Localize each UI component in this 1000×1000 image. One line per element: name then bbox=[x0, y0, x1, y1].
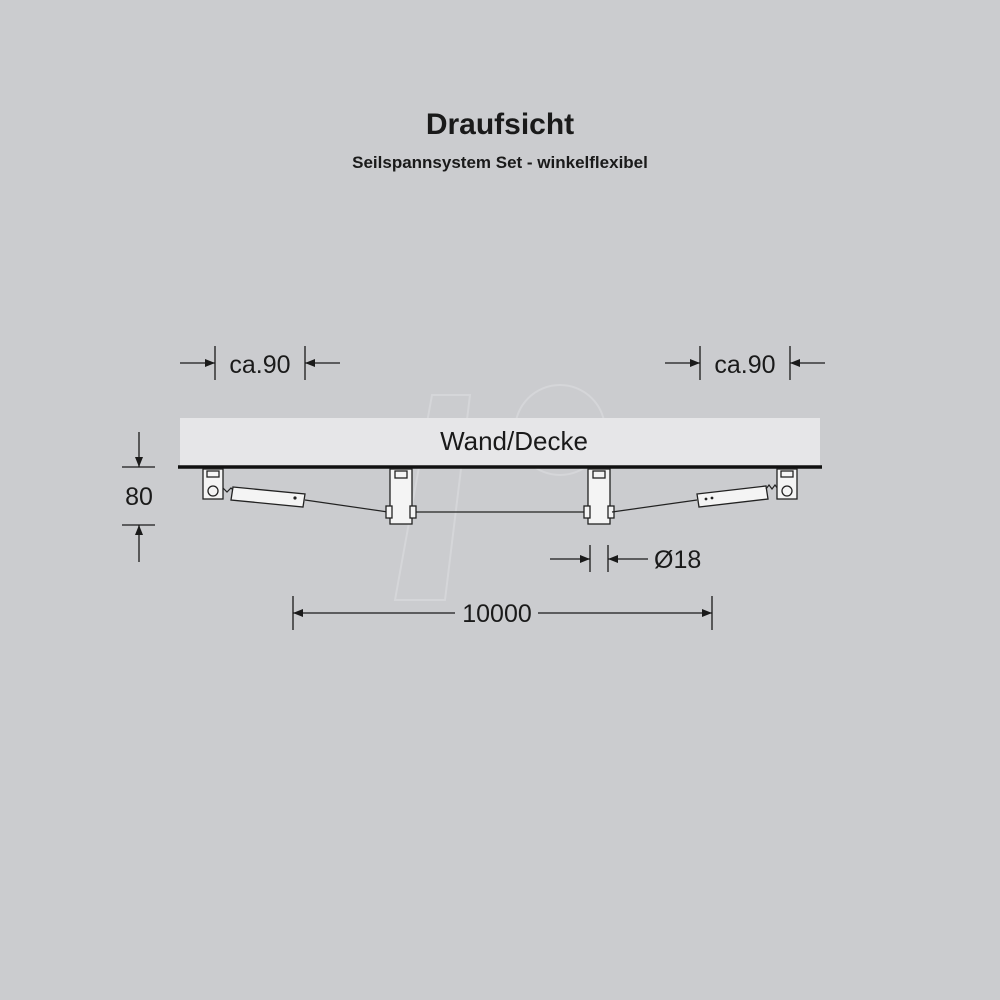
center-left-bracket bbox=[386, 469, 416, 524]
wall-label: Wand/Decke bbox=[440, 426, 588, 456]
dimension-diameter bbox=[550, 545, 701, 574]
left-offset-label: ca.90 bbox=[229, 351, 291, 379]
dimension-right-offset bbox=[665, 346, 825, 380]
dimension-left-offset bbox=[180, 346, 340, 380]
right-offset-label: ca.90 bbox=[714, 351, 776, 379]
left-cable bbox=[305, 500, 388, 512]
dimension-span bbox=[293, 596, 712, 630]
span-label: 10000 bbox=[462, 600, 532, 628]
center-right-bracket bbox=[584, 469, 614, 524]
page-title: Draufsicht bbox=[425, 108, 575, 141]
watermark-logo bbox=[395, 385, 605, 600]
diameter-label: Ø18 bbox=[654, 546, 702, 574]
left-wall-bracket bbox=[203, 469, 223, 499]
cable-system bbox=[203, 469, 797, 524]
right-cable bbox=[612, 500, 697, 512]
right-spring bbox=[766, 485, 778, 489]
right-tensioner bbox=[697, 486, 768, 507]
page-subtitle: Seilspannsystem Set - winkelflexibel bbox=[352, 153, 648, 172]
right-wall-bracket bbox=[777, 469, 797, 499]
dimension-depth bbox=[122, 432, 155, 562]
depth-label: 80 bbox=[125, 483, 153, 511]
